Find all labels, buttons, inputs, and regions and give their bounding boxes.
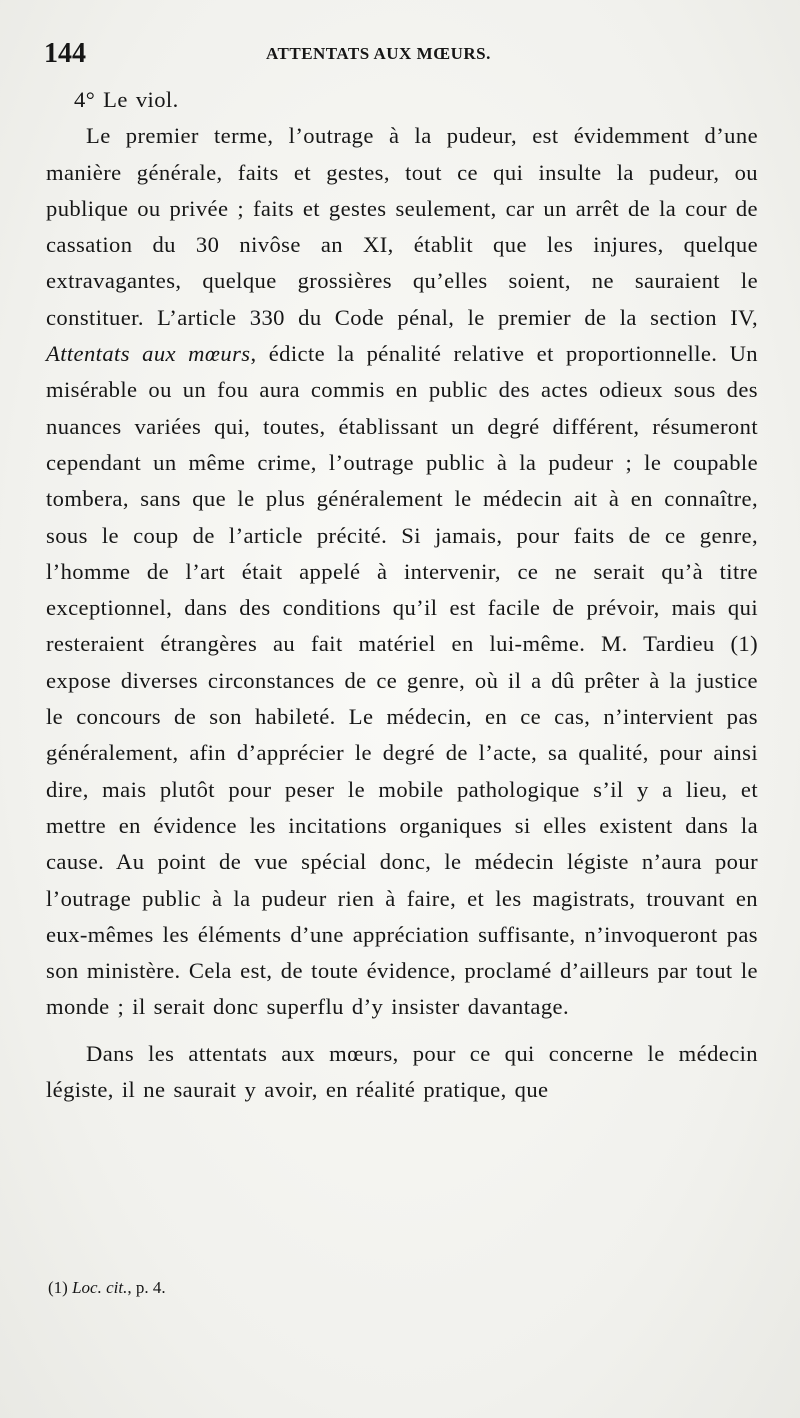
list-item-viol: 4° Le viol. (74, 87, 179, 112)
footnote (48, 1278, 166, 1298)
paragraph-1-part-b: , édicte la pénalité relative et proportionnelle. Un misérable ou un fou aura commis en public des actes odieux sous des nuances variées qui, toutes, établissant un degré différent, résumeront cependant un même crime, l’outrage public à la pudeur ; le coupable tombera, sans que le plus généralement le médecin ait à en connaître, sous le coup de l’article précité. Si jamais, pour faits de ce genre, l’homme de l’art était appelé à intervenir, ce ne serait qu’à titre exceptionnel, dans des conditions qu’il est facile de prévoir, mais qui resteraient étrangères au fait matériel en lui-même. M. Tardieu (1) expose diverses circonstances de ce genre, où il a dû prêter à la justice le concours de son habileté. Le médecin, en ce cas, n’intervient pas généralement, afin d’apprécier le degré de l’acte, sa qualité, pour ainsi dire, mais plutôt pour peser le mobile pathologique s’il y a lieu, et mettre en évidence les incitations organiques si elles existent dans la cause. Au point de vue spécial donc, le médecin légiste n’aura pour l’outrage public à la pudeur rien à faire, et les magistrats, trouvant en eux-mêmes les éléments d’une appréciation suffisante, n’invoqueront pas son ministère. Cela est, de toute évidence, proclamé d’ailleurs par tout le monde ; il serait donc superflu d’y insister davantage. (46, 341, 758, 1020)
footnote-reference: Loc. cit. (72, 1278, 128, 1297)
paragraph-1-part-a: Le premier terme, l’outrage à la pudeur, est évidemment d’une manière générale, faits et gestes, tout ce qui insulte la pudeur, ou publique ou privée ; faits et gestes seulement, car un arrêt de la cour de cassation du 30 nivôse an XI, établit que les injures, quelque extravagantes, quelque grossières qu’elles soient, ne sauraient le constituer. L’article 330 du Code pénal, le premier de la section IV, (46, 123, 758, 330)
footnote-page: , p. 4. (127, 1278, 166, 1297)
paragraph-1 (46, 118, 758, 1025)
footnote-mark: (1) (48, 1278, 68, 1297)
paragraph-2: Dans les attentats aux mœurs, pour ce qui concerne le médecin légiste, il ne saurait y avoir, en réalité pratique, que (46, 1040, 758, 1103)
section-title-italic: Attentats aux mœurs (46, 341, 251, 367)
page-header (44, 38, 760, 72)
body-text (46, 82, 758, 1108)
page-number: 144 (44, 38, 86, 69)
running-head: ATTENTATS AUX MŒURS. (266, 44, 491, 63)
